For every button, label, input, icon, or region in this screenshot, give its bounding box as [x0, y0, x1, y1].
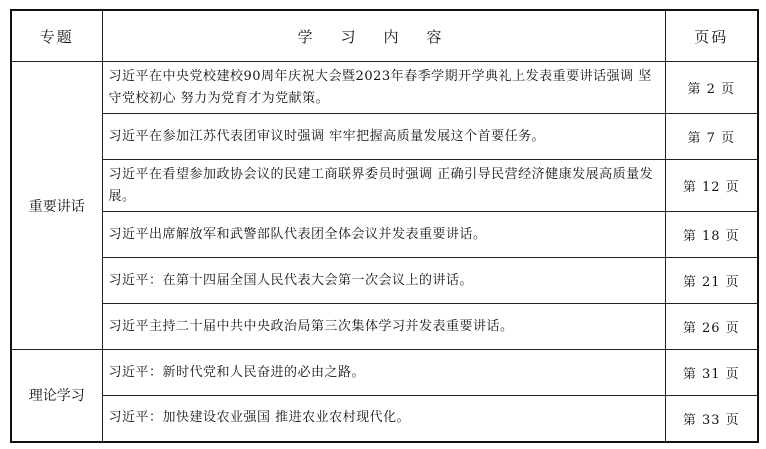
topic-cell-speeches: 重要讲话: [11, 62, 102, 350]
study-contents-table: [10, 9, 759, 443]
table-row: [11, 350, 758, 396]
item-text: 习近平：在第十四届全国人民代表大会第一次会议上的讲话。: [102, 258, 665, 304]
item-page: 第 31 页: [665, 350, 758, 396]
item-page: 第 18 页: [665, 212, 758, 258]
item-page: 第 2 页: [665, 62, 758, 114]
item-page: 第 21 页: [665, 258, 758, 304]
item-text: 习近平在参加江苏代表团审议时强调 牢牢把握高质量发展这个首要任务。: [102, 114, 665, 160]
topic-cell-theory: 理论学习: [11, 350, 102, 442]
table-row: [11, 396, 758, 442]
header-page: 页码: [665, 10, 758, 62]
table-row: [11, 114, 758, 160]
header-row: [11, 10, 758, 62]
item-text: 习近平在看望参加政协会议的民建工商联界委员时强调 正确引导民营经济健康发展高质量发展。: [102, 160, 665, 212]
item-page: 第 7 页: [665, 114, 758, 160]
item-page: 第 12 页: [665, 160, 758, 212]
item-text: 习近平主持二十届中共中央政治局第三次集体学习并发表重要讲话。: [102, 304, 665, 350]
table-row: [11, 160, 758, 212]
header-topic: 专题: [11, 10, 102, 62]
item-page: 第 33 页: [665, 396, 758, 442]
item-text: 习近平在中央党校建校90周年庆祝大会暨2023年春季学期开学典礼上发表重要讲话强调 坚守党校初心 努力为党育才为党献策。: [102, 62, 665, 114]
item-text: 习近平出席解放军和武警部队代表团全体会议并发表重要讲话。: [102, 212, 665, 258]
item-page: 第 26 页: [665, 304, 758, 350]
item-text: 习近平：新时代党和人民奋进的必由之路。: [102, 350, 665, 396]
header-content: 学习内容: [102, 10, 665, 62]
table-row: [11, 258, 758, 304]
table-row: [11, 212, 758, 258]
table-row: [11, 62, 758, 114]
table-row: [11, 304, 758, 350]
item-text: 习近平：加快建设农业强国 推进农业农村现代化。: [102, 396, 665, 442]
